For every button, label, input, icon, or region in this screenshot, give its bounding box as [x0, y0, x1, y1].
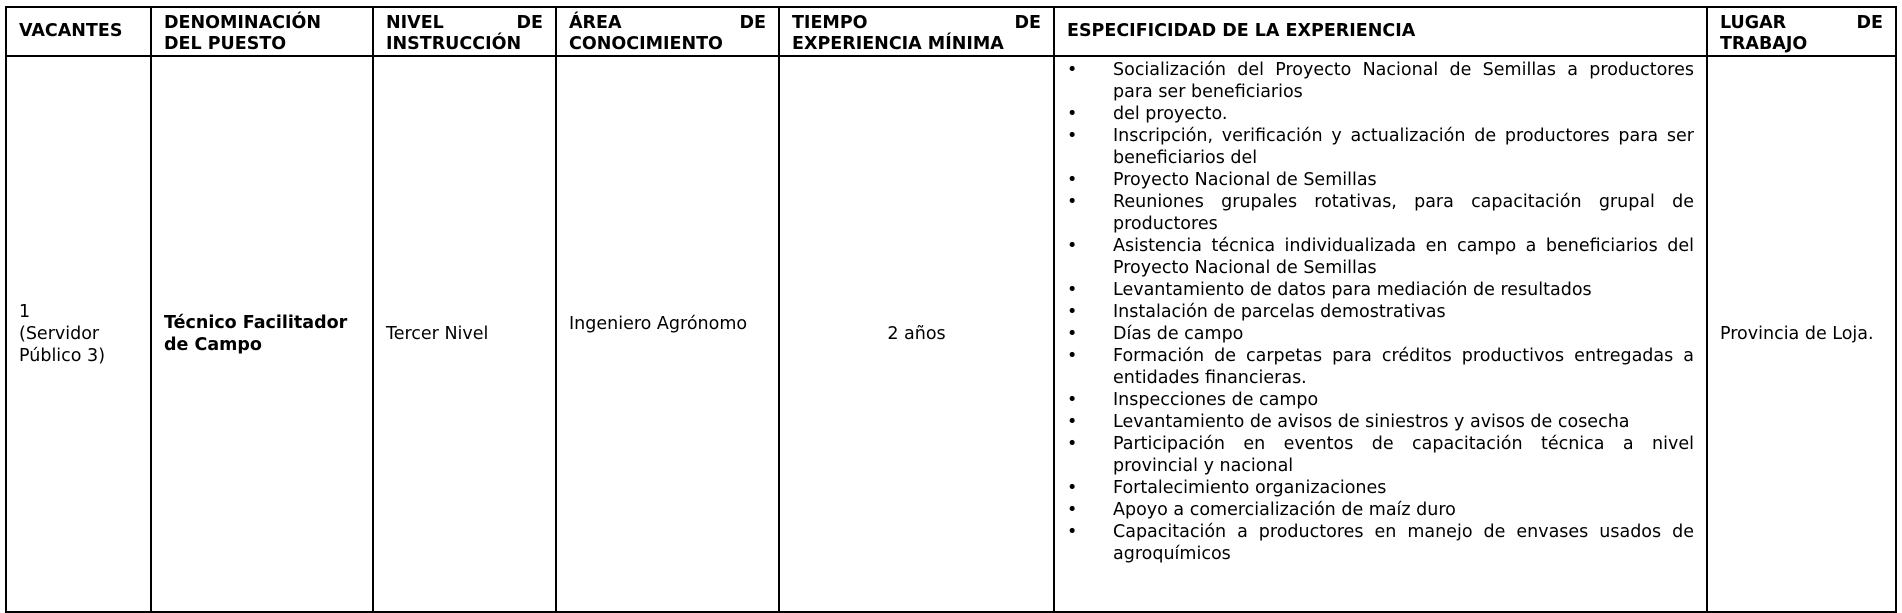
list-item-text: Días de campo [1113, 324, 1244, 344]
bullet-icon: • [1067, 412, 1078, 432]
list-item-text: Reuniones grupales rotativas, para capacitación grupal de productores [1113, 192, 1694, 234]
header-denominacion: DENOMINACIÓN DEL PUESTO [151, 7, 373, 56]
list-item-text: Fortalecimiento organizaciones [1113, 478, 1387, 498]
vacantes-count: 1 [19, 302, 31, 322]
header-nivel-line1: NIVEL DE [386, 13, 543, 33]
bullet-icon: • [1067, 478, 1078, 498]
list-item [1063, 103, 1694, 125]
header-especificidad: ESPECIFICIDAD DE LA EXPERIENCIA [1054, 7, 1707, 56]
list-item-text: Capacitación a productores en manejo de envases usados de agroquímicos [1113, 522, 1694, 564]
list-item-text: Proyecto Nacional de Semillas [1113, 170, 1377, 190]
list-item-text: Socialización del Proyecto Nacional de Semillas a productores para ser beneficiarios [1113, 60, 1694, 102]
bullet-icon: • [1067, 500, 1078, 520]
list-item [1063, 411, 1694, 433]
header-lugar-line1: LUGAR DE [1720, 13, 1883, 33]
header-area [556, 7, 779, 56]
list-item [1063, 433, 1694, 477]
bullet-icon: • [1067, 434, 1078, 454]
cell-area: Ingeniero Agrónomo [556, 56, 779, 612]
header-nivel-line2: INSTRUCCIÓN [386, 34, 522, 54]
header-lugar [1707, 7, 1896, 56]
bullet-icon: • [1067, 170, 1078, 190]
bullet-icon: • [1067, 302, 1078, 322]
bullet-icon: • [1067, 192, 1078, 212]
bullet-icon: • [1067, 60, 1078, 80]
list-item-text: Participación en eventos de capacitación técnica a nivel provincial y nacional [1113, 434, 1694, 476]
header-tiempo [779, 7, 1054, 56]
list-item-text: Asistencia técnica individualizada en campo a beneficiarios del Proyecto Nacional de Semillas [1113, 236, 1694, 278]
list-item [1063, 279, 1694, 301]
header-area-line2: CONOCIMIENTO [569, 34, 723, 54]
list-item [1063, 301, 1694, 323]
list-item-text: Formación de carpetas para créditos productivos entregadas a entidades financieras. [1113, 346, 1694, 388]
bullet-icon: • [1067, 126, 1078, 146]
bullet-icon: • [1067, 236, 1078, 256]
list-item [1063, 389, 1694, 411]
list-item-text: Instalación de parcelas demostrativas [1113, 302, 1446, 322]
bullet-icon: • [1067, 324, 1078, 344]
header-tiempo-line2: EXPERIENCIA MÍNIMA [792, 34, 1004, 54]
bullet-icon: • [1067, 390, 1078, 410]
cell-tiempo: 2 años [779, 56, 1054, 612]
list-item-text: Apoyo a comercialización de maíz duro [1113, 500, 1456, 520]
bullet-icon: • [1067, 346, 1078, 366]
list-item [1063, 499, 1694, 521]
bullet-icon: • [1067, 522, 1078, 542]
experience-list [1063, 59, 1694, 565]
list-item-text: Levantamiento de avisos de siniestros y avisos de cosecha [1113, 412, 1630, 432]
cell-lugar: Provincia de Loja. [1707, 56, 1896, 612]
list-item [1063, 521, 1694, 565]
table-row [6, 56, 1896, 612]
header-tiempo-line1: TIEMPO DE [792, 13, 1041, 33]
cell-nivel: Tercer Nivel [373, 56, 556, 612]
header-lugar-line2: TRABAJO [1720, 34, 1808, 54]
list-item [1063, 59, 1694, 103]
header-vacantes: VACANTES [6, 7, 151, 56]
vacantes-note-line2: Público 3) [19, 346, 106, 366]
bullet-icon: • [1067, 104, 1078, 124]
list-item-text: del proyecto. [1113, 104, 1228, 124]
list-item [1063, 235, 1694, 279]
vacantes-note-line1: (Servidor [19, 324, 100, 344]
bullet-icon: • [1067, 280, 1078, 300]
list-item [1063, 125, 1694, 169]
header-nivel [373, 7, 556, 56]
header-row [6, 7, 1896, 56]
list-item-text: Levantamiento de datos para mediación de resultados [1113, 280, 1592, 300]
list-item-text: Inscripción, verificación y actualización de productores para ser beneficiarios del [1113, 126, 1694, 168]
job-vacancy-table [5, 6, 1897, 613]
list-item [1063, 477, 1694, 499]
cell-denominacion: Técnico Facilitador de Campo [151, 56, 373, 612]
list-item [1063, 169, 1694, 191]
list-item-text: Inspecciones de campo [1113, 390, 1319, 410]
cell-especificidad [1054, 56, 1707, 612]
cell-vacantes [6, 56, 151, 612]
header-area-line1: ÁREA DE [569, 13, 766, 33]
list-item [1063, 323, 1694, 345]
list-item [1063, 345, 1694, 389]
list-item [1063, 191, 1694, 235]
job-vacancy-table-wrapper [5, 6, 1895, 613]
